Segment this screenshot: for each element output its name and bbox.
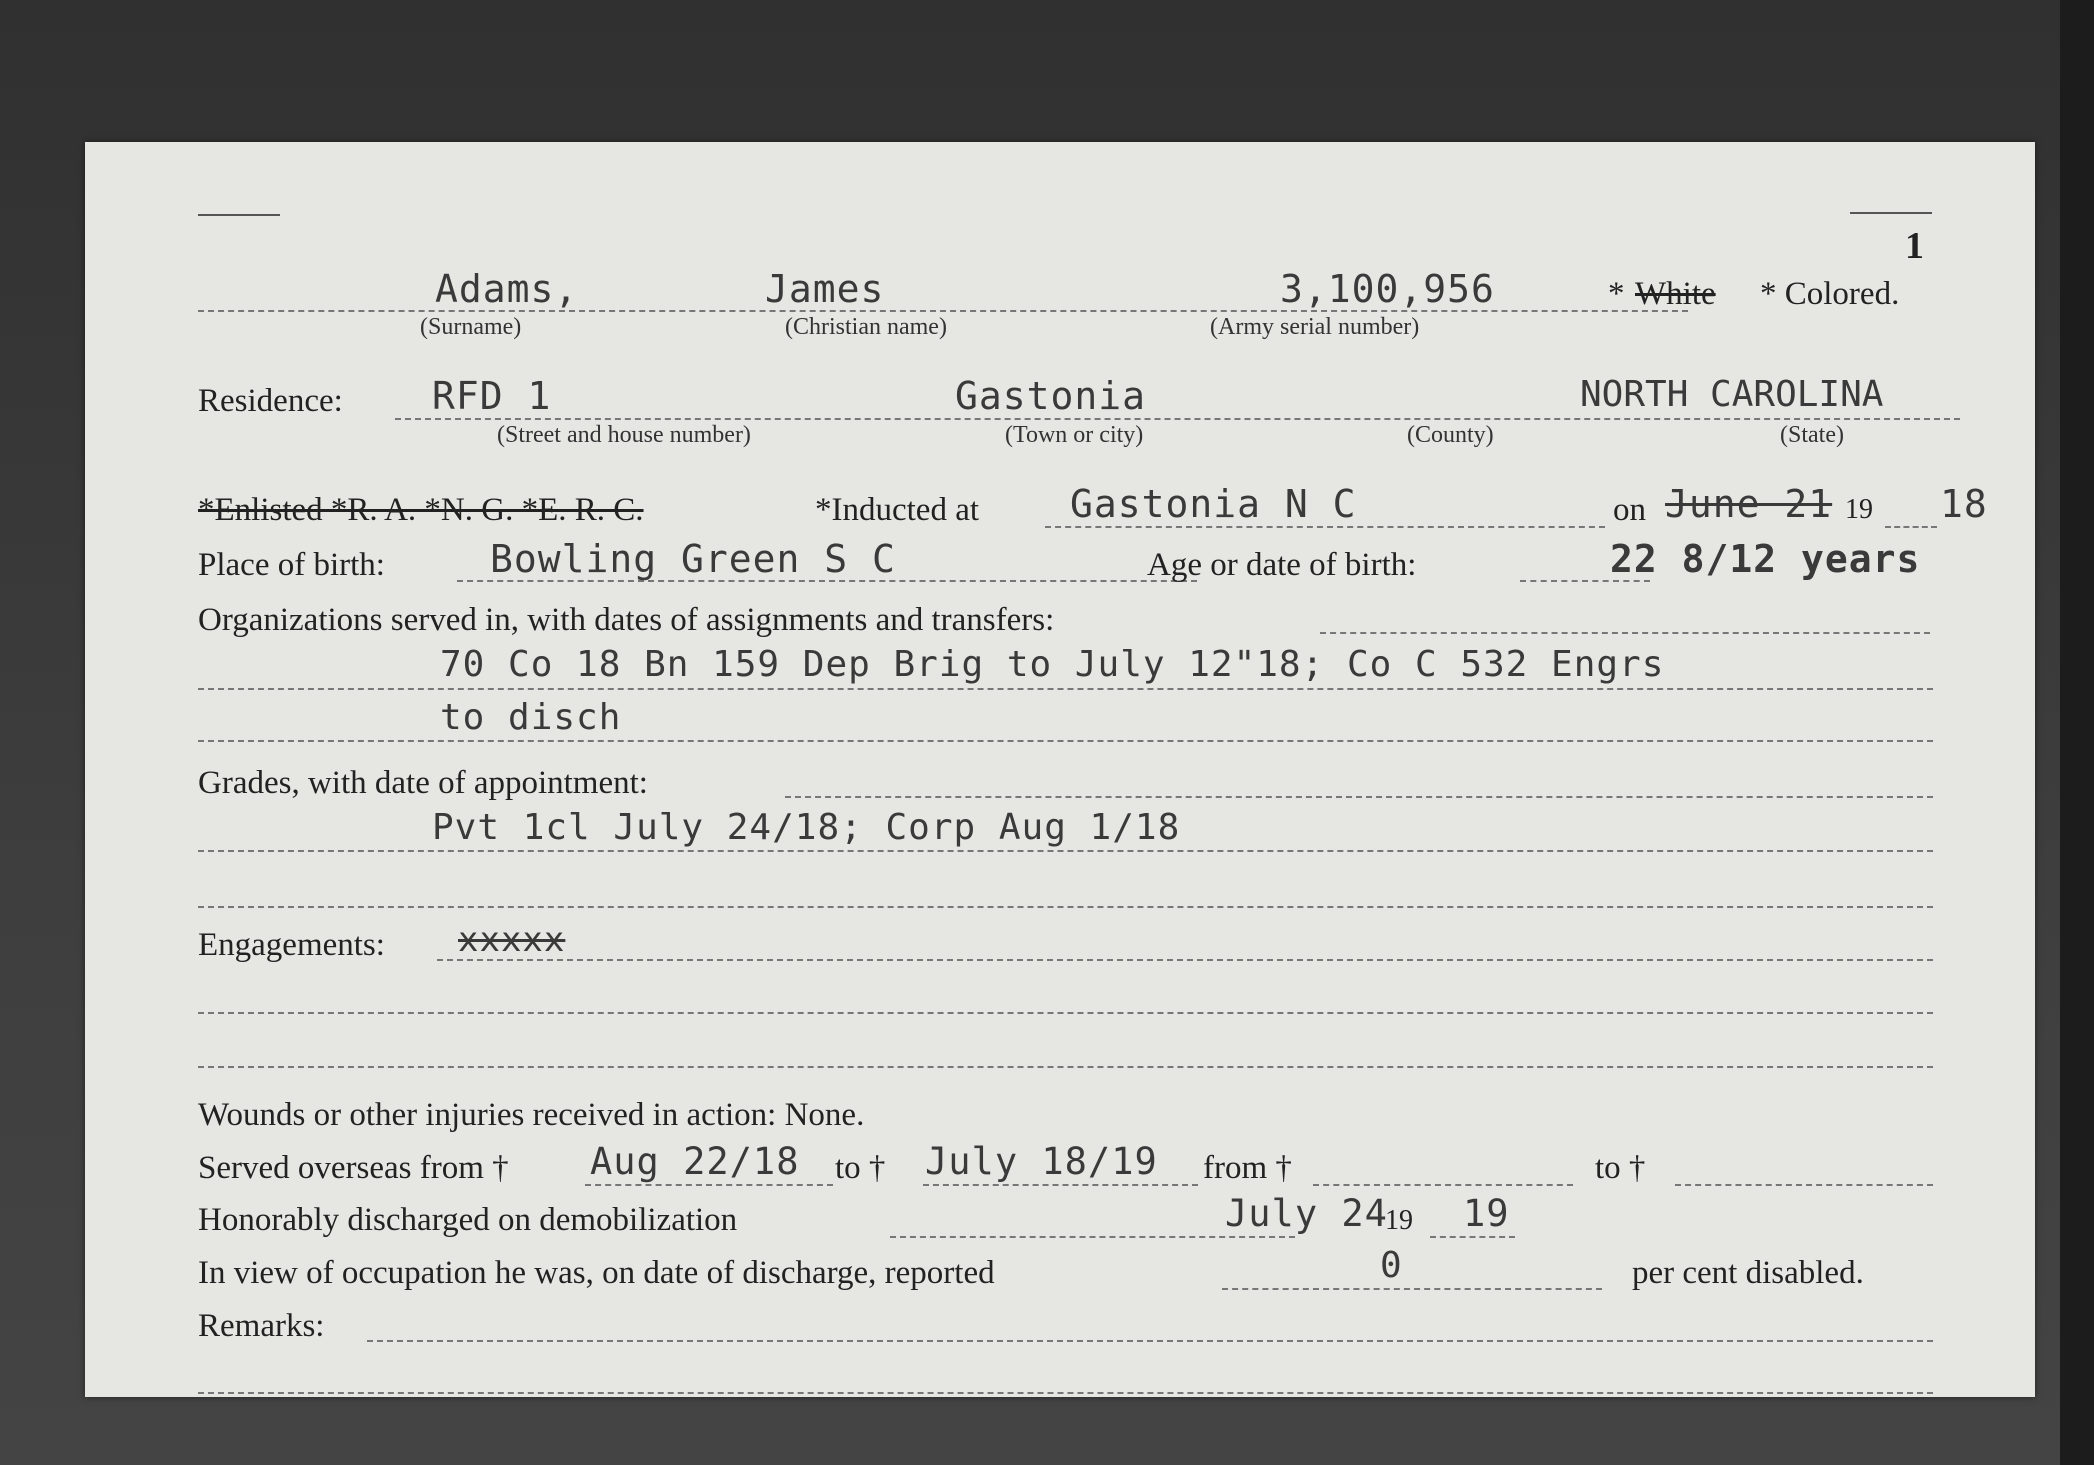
overseas-from1-line [585,1184,833,1186]
residence-street: RFD 1 [432,374,552,418]
residence-label: Residence: [198,383,343,419]
scan-edge [2060,0,2094,1465]
age-label: Age or date of birth: [1147,547,1417,583]
overseas-from2-line [1313,1184,1573,1186]
christian-name-label: (Christian name) [785,314,947,340]
discharge-year: 19 [1463,1192,1510,1235]
race-colored: * Colored. [1760,276,1900,312]
organizations-line2: to disch [440,697,622,738]
disability-value: 0 [1380,1245,1403,1286]
residence-line [395,418,1960,420]
serial-number-label: (Army serial number) [1210,314,1420,340]
engagements-line-2 [198,1066,1933,1068]
overseas-to2-line [1675,1184,1933,1186]
discharge-date: July 24 [1225,1192,1388,1235]
inducted-date: June 21 [1665,482,1833,526]
organizations-line-1 [198,688,1933,690]
town-label: (Town or city) [1005,422,1144,448]
inducted-year-prefix: 19 [1845,494,1873,525]
birth-place-label: Place of birth: [198,547,385,583]
organizations-line1: 70 Co 18 Bn 159 Dep Brig to July 12"18; Co C 532 Engrs [440,644,1665,685]
overseas-to1: July 18/19 [925,1140,1158,1183]
birth-place: Bowling Green S C [490,537,896,581]
card-number: 1 [1905,225,1924,267]
overseas-label: Served overseas from † [198,1150,509,1186]
inducted-year: 18 [1940,482,1988,526]
disability-suffix: per cent disabled. [1632,1255,1864,1291]
inducted-line [1045,526,1605,528]
organizations-label: Organizations served in, with dates of assignments and transfers: [198,602,1055,638]
discharge-year-line [1430,1236,1515,1238]
state-label: (State) [1780,422,1844,448]
overseas-to1-line [923,1184,1198,1186]
inducted-place: Gastonia N C [1070,482,1357,526]
organizations-line-2 [198,740,1933,742]
surname: Adams, [435,267,579,311]
discharge-line [890,1236,1295,1238]
overseas-from1: Aug 22/18 [590,1140,800,1183]
remarks-line-1 [198,1392,1933,1394]
engagements-value: xxxxx [458,920,566,960]
engagements-line-0 [437,959,1933,961]
grades-line1: Pvt 1cl July 24/18; Corp Aug 1/18 [432,807,1181,848]
overseas-to-label1: to † [835,1150,886,1186]
on-label: on [1613,492,1646,528]
street-label: (Street and house number) [497,422,751,448]
residence-state: NORTH CAROLINA [1580,374,1884,415]
race-white: White [1635,276,1716,312]
grades-line-0 [785,796,1933,798]
inducted-year-line [1885,526,1937,528]
wounds-text: Wounds or other injuries received in action: None. [198,1097,865,1133]
county-label: (County) [1407,422,1494,448]
residence-town: Gastonia [955,374,1147,418]
overseas-to-label2: to † [1595,1150,1646,1186]
inducted-label: *Inducted at [815,492,980,528]
grades-line-2 [198,906,1933,908]
remarks-line-0 [367,1340,1933,1342]
remarks-label: Remarks: [198,1308,325,1344]
race-asterisk: * [1608,276,1625,312]
christian-name: James [765,267,885,311]
top-right-rule [1850,212,1932,214]
discharge-year-prefix: 19 [1385,1205,1413,1236]
engagements-label: Engagements: [198,927,385,963]
engagements-line-1 [198,1012,1933,1014]
discharge-label: Honorably discharged on demobilization [198,1202,738,1238]
serial-number: 3,100,956 [1280,267,1495,311]
grades-label: Grades, with date of appointment: [198,765,648,801]
top-left-rule [198,214,280,216]
age-value: 22 8/12 years [1610,537,1921,581]
overseas-from-label2: from † [1203,1150,1292,1186]
organizations-line-0 [1320,632,1930,634]
disability-line [1222,1288,1602,1290]
surname-label: (Surname) [420,314,522,340]
enlisted-struck: *Enlisted *R. A. *N. G. *E. R. C. [198,492,644,528]
grades-line-1 [198,850,1933,852]
disability-label: In view of occupation he was, on date of discharge, reported [198,1255,995,1291]
service-record-card [85,142,2035,1397]
